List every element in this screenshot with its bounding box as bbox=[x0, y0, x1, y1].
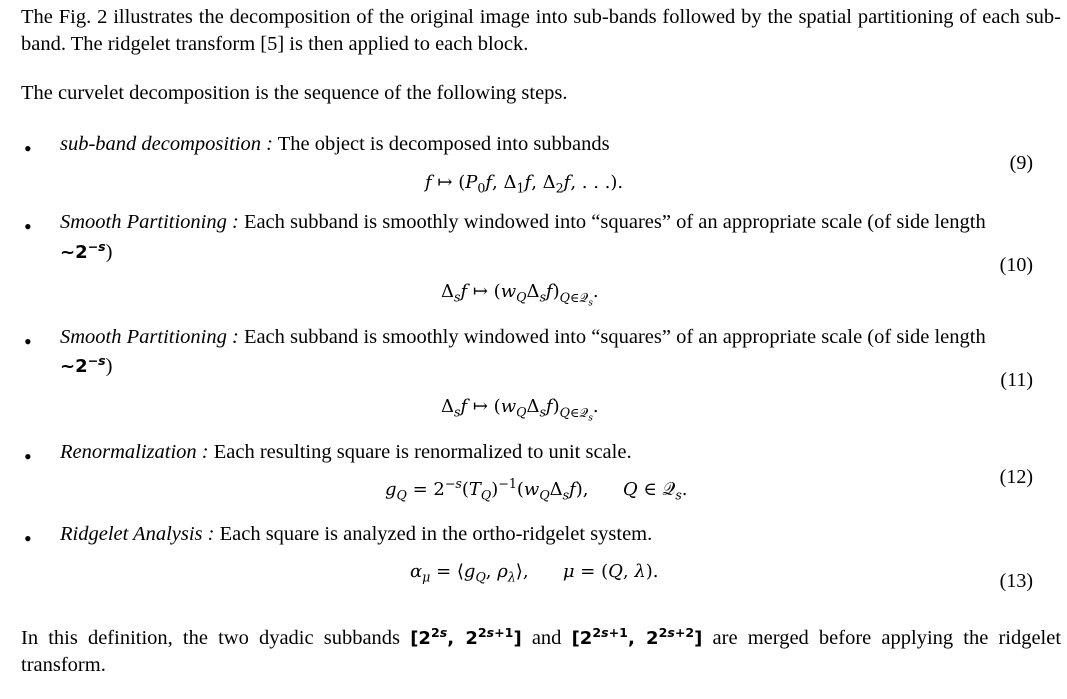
side-length-line bbox=[60, 239, 1063, 266]
item-renormalization bbox=[60, 439, 1063, 466]
side-length-line bbox=[60, 353, 1063, 380]
bullet-5: • bbox=[24, 526, 32, 551]
steps-intro: The curvelet decomposition is the sequence of the following steps. bbox=[21, 82, 568, 104]
equation-number-10: (10) bbox=[999, 254, 1033, 276]
side-length-math: $\sim 2^{-s}$ bbox=[60, 353, 106, 377]
item-text: Each square is analyzed in the ortho-ridgelet system. bbox=[214, 523, 653, 545]
item-title: Ridgelet Analysis : bbox=[60, 523, 215, 545]
equation-number-12: (12) bbox=[999, 466, 1033, 488]
item-smooth-partitioning-1 bbox=[60, 209, 1063, 236]
closing-paragraph bbox=[21, 625, 1061, 679]
item-title: Renormalization : bbox=[60, 441, 209, 463]
item-title: sub-band decomposition : bbox=[60, 133, 273, 155]
bullet-3: • bbox=[24, 329, 32, 354]
item-text: Each subband is smoothly windowed into “squares” of an appropriate scale (of side length bbox=[238, 326, 986, 348]
closing-paren: ) bbox=[105, 355, 113, 377]
equation-11: $\Delta_sf$ ↦ $(w_Q\Delta_sf)_{Q\in 𝒬_s}$. bbox=[441, 396, 599, 424]
equation-number-11: (11) bbox=[1000, 369, 1033, 391]
item-text: The object is decomposed into subbands bbox=[272, 133, 610, 155]
closing-post: are merged before applying the ridgelet transform. bbox=[21, 627, 1062, 676]
equation-number-13: (13) bbox=[999, 570, 1033, 592]
item-ridgelet-analysis bbox=[60, 521, 1063, 548]
item-title: Smooth Partitioning : bbox=[60, 326, 239, 348]
equation-13: $\alpha_\mu$ = $⟨g_Q$, $\rho_\lambda⟩$, μ = (Q, λ). bbox=[410, 561, 659, 585]
equation-12: $g_Q = 2^{-s}(T_Q)^{-1}(w_Q\Delta_sf)$, Q ∈ 𝒬$_s$. bbox=[385, 476, 688, 503]
item-title: Smooth Partitioning : bbox=[60, 211, 239, 233]
equation-number-9: (9) bbox=[1009, 152, 1033, 174]
item-text: Each subband is smoothly windowed into “squares” of an appropriate scale (of side length bbox=[238, 211, 986, 233]
item-subband-decomposition bbox=[60, 131, 1063, 158]
closing-mid: and bbox=[531, 627, 562, 649]
bullet-4: • bbox=[24, 444, 32, 469]
dyadic-interval-2: [$2^{2s+1}$, $2^{2s+2}$] bbox=[571, 625, 703, 649]
bullet-2: • bbox=[24, 214, 32, 239]
closing-pre: In this definition, the two dyadic subbands bbox=[21, 627, 401, 649]
bullet-1: • bbox=[24, 136, 32, 161]
intro-paragraph: The Fig. 2 illustrates the decomposition of the original image into sub-bands followed by the spatial partitioning of each sub-band. The ridgelet transform [5] is then applied to each block. bbox=[21, 6, 1061, 55]
dyadic-interval-1: [$2^{2s}$, $2^{2s+1}$] bbox=[410, 625, 522, 649]
item-text: Each resulting square is renormalized to unit scale. bbox=[208, 441, 632, 463]
equation-9: f ↦ ($P_0f$, $\Delta_1f$, $\Delta_2f$, . . .). bbox=[425, 172, 624, 196]
side-length-math: $\sim 2^{-s}$ bbox=[60, 239, 106, 263]
closing-paren: ) bbox=[105, 241, 113, 263]
equation-10: $\Delta_sf$ ↦ $(w_Q\Delta_sf)_{Q\in 𝒬_s}$. bbox=[441, 281, 599, 309]
item-smooth-partitioning-2 bbox=[60, 324, 1063, 351]
